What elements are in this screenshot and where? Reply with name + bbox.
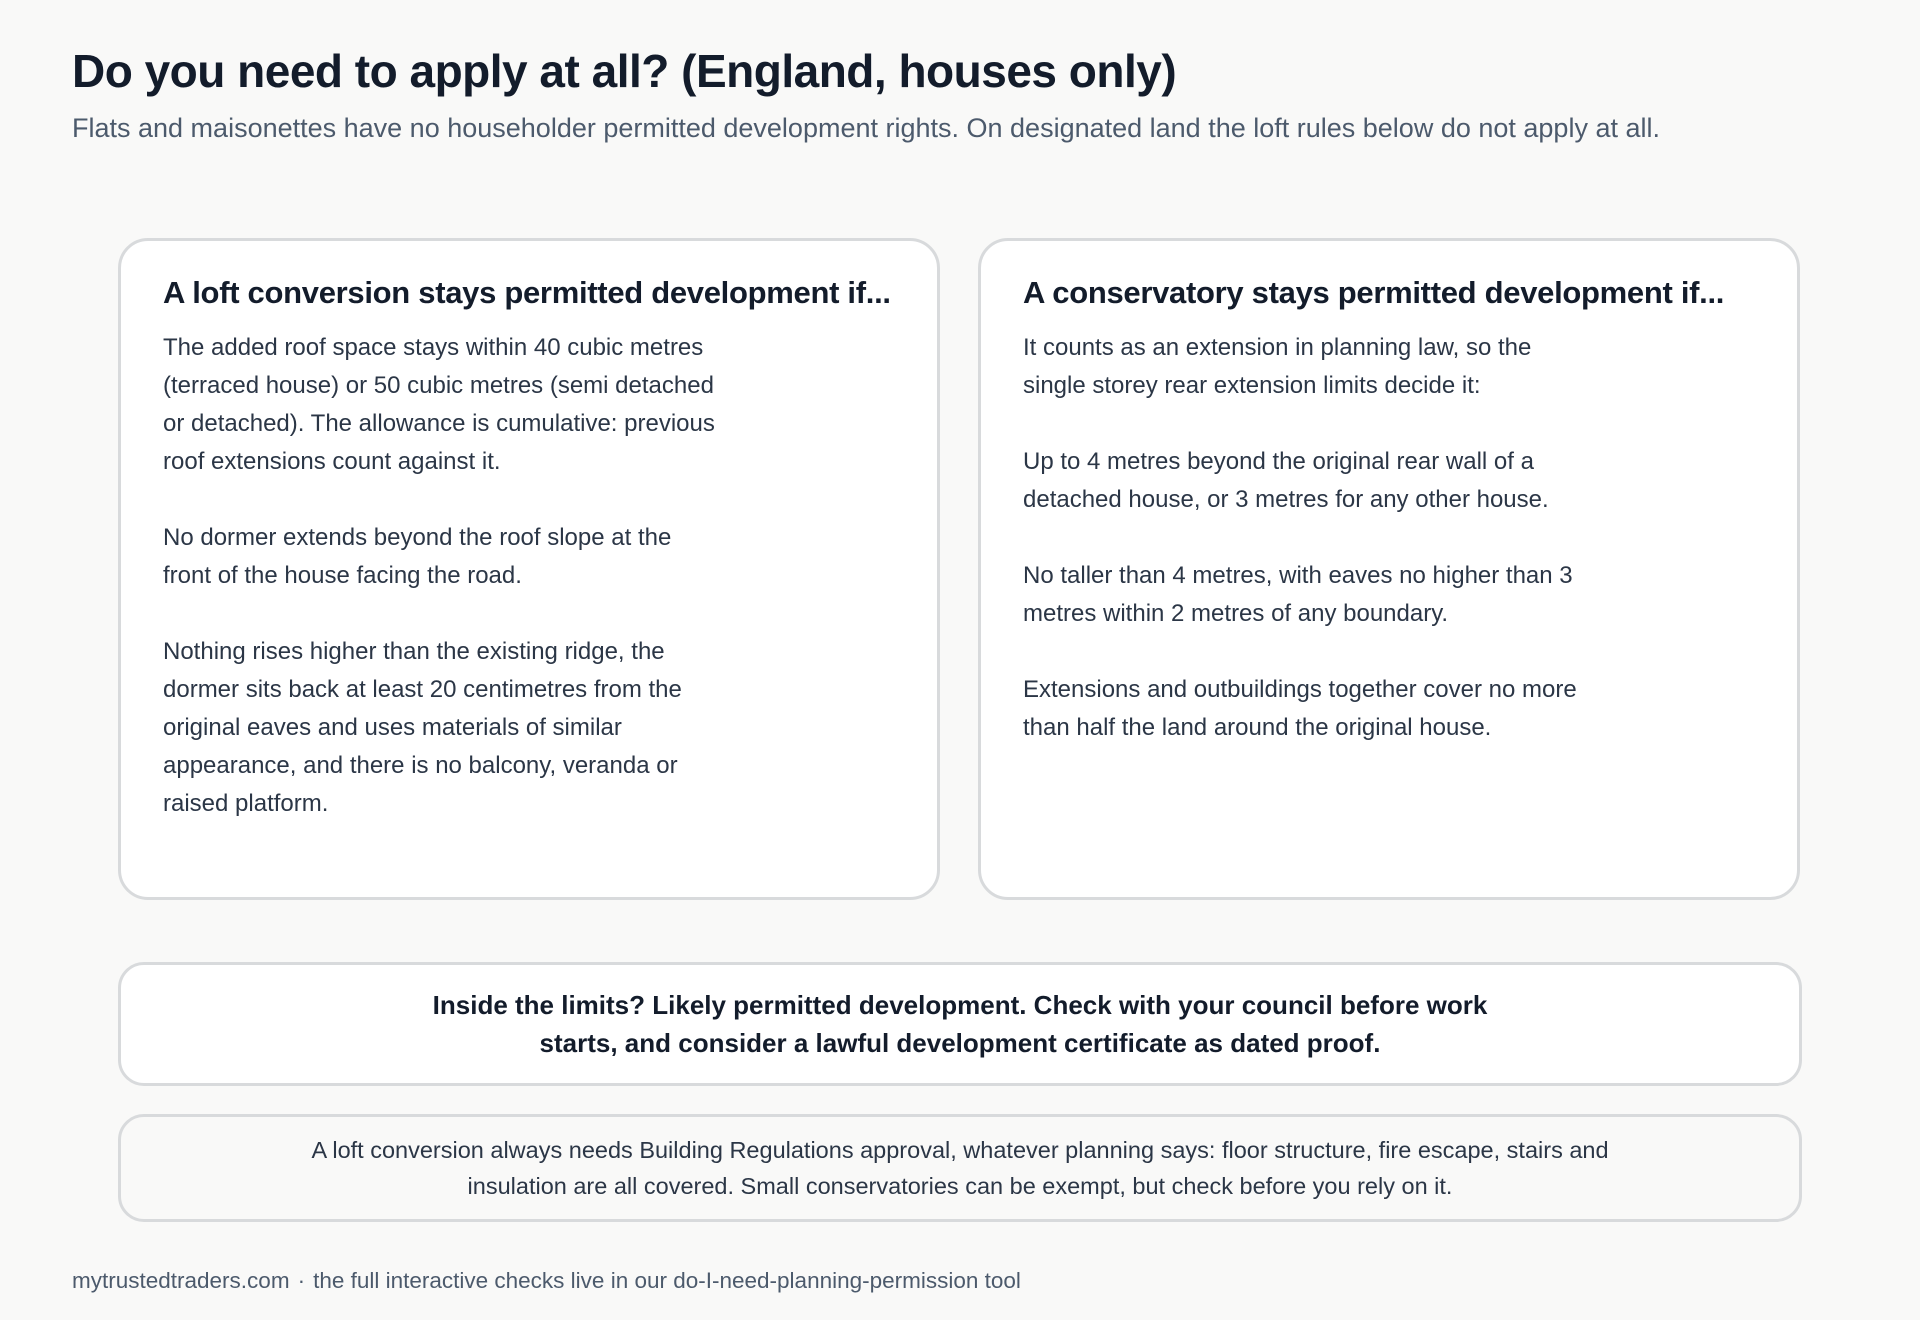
- footer: [72, 1268, 1021, 1294]
- loft-condition-volume: The added roof space stays within 40 cubic metres (terraced house) or 50 cubic metres (semi detached or detached). The allowance is cumulative: previous roof extensions count against it.: [163, 334, 715, 475]
- loft-conversion-card: [118, 238, 940, 900]
- page-title: Do you need to apply at all? (England, houses only): [72, 45, 1177, 97]
- building-regulations-note: [118, 1114, 1802, 1222]
- conservatory-condition-extension: It counts as an extension in planning law, so the single storey rear extension limits decide it:: [1023, 334, 1532, 399]
- loft-condition-ridge-height: Nothing rises higher than the existing ridge, the dormer sits back at least 20 centimetres from the original eaves and uses materials of similar appearance, and there is no balcony, veranda or raised platform.: [163, 638, 682, 817]
- conservatory-condition-coverage: Extensions and outbuildings together cover no more than half the land around the original house.: [1023, 676, 1577, 741]
- conservatory-condition-depth: Up to 4 metres beyond the original rear wall of a detached house, or 3 metres for any other house.: [1023, 448, 1549, 513]
- conservatory-condition-height: No taller than 4 metres, with eaves no higher than 3 metres within 2 metres of any boundary.: [1023, 562, 1573, 627]
- loft-condition-dormer-front: No dormer extends beyond the roof slope at the front of the house facing the road.: [163, 524, 672, 589]
- conservatory-card-heading: A conservatory stays permitted development if...: [1023, 275, 1725, 310]
- conservatory-card: [978, 238, 1800, 900]
- building-regulations-text: A loft conversion always needs Building Regulations approval, whatever planning says: floor structure, fire escape, stairs and insulation are all covered. Small conservatories can be exempt, but check before you rely on it.: [311, 1137, 1609, 1199]
- footer-separator: ·: [297, 1268, 306, 1293]
- loft-card-heading: A loft conversion stays permitted development if...: [163, 275, 891, 310]
- verdict-box: [118, 962, 1802, 1086]
- page-subtitle: Flats and maisonettes have no householder permitted development rights. On designated land the loft rules below do not apply at all.: [72, 113, 1660, 143]
- verdict-text: Inside the limits? Likely permitted development. Check with your council before work starts, and consider a lawful development certificate as dated proof.: [432, 990, 1488, 1058]
- footer-text: the full interactive checks live in our do-I-need-planning-permission tool: [313, 1268, 1021, 1293]
- footer-site: mytrustedtraders.com: [72, 1268, 290, 1293]
